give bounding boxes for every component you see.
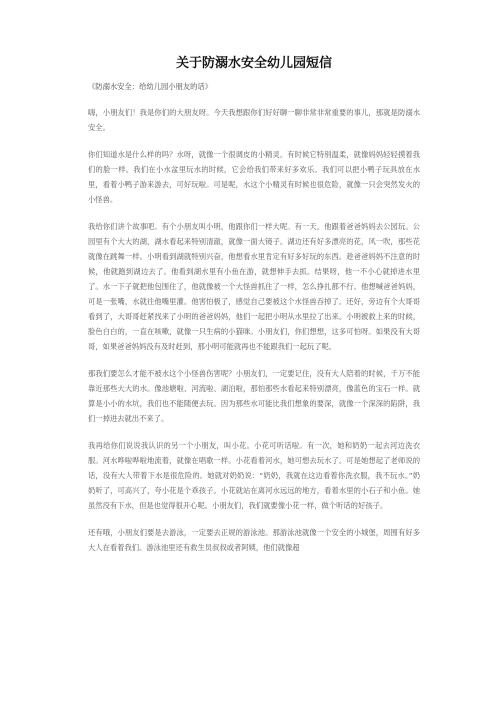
- paragraph-6: 还有哦，小朋友们要是去游泳，一定要去正规的游泳池。那游泳池就像一个安全的小城堡，周围有好多大人在看着我们。游泳池里还有救生员叔叔或者阿姨，他们就像超: [88, 528, 420, 552]
- paragraph-5: 我再给你们说说我认识的另一个小朋友，叫小花。小花可听话啦。有一次，她和奶奶一起去河边洗衣服。河水哗啦哗啦地流着，就像在唱歌一样。小花看着河水，她可想去玩水了。可是她想起了老师说的话，没有大人带着下水是很危险的。她就对奶奶说：“奶奶，我就在这边看着你洗衣服，我不玩水。”奶奶听了，可高兴了，夸小花是个乖孩子。小花就站在离河水远远的地方，看着水里的小石子和小鱼。她虽然没有下水，但是也觉得很开心呢。小朋友们，我们就要像小花一样，做个听话的好孩子。: [88, 441, 420, 510]
- paragraph-3: 我给你们讲个故事吧。有个小朋友叫小明，他跟你们一样大呢。有一天，他跟着爸爸妈妈去公园玩。公园里有个大大的湖，湖水看起来特别清澈，就像一面大镜子。湖边还有好多漂亮的花，风一吹，那些花就像在跳舞一样。小明看到湖就特别兴奋，他想看水里肯定有好多好玩的东西。趁爸爸妈妈不注意的时候，他就跑到湖边去了。他看到湖水里有小鱼在游，就想伸手去抓。结果呀，他一不小心就掉进水里了。水一下子就把他包围住了，他就像被一个大怪兽抓住了一样，怎么挣扎都不行。他想喊爸爸妈妈，可是一张嘴，水就往他嘴里灌。他害怕极了，感觉自己要被这个水怪兽吞掉了。还好，旁边有个大哥哥看到了，大哥哥赶紧找来了小明的爸爸妈妈，他们一起把小明从水里拉了出来。小明被救上来的时候，脸色白白的，一直在咳嗽，就像一只生病的小猫咪。小朋友们，你们想想，这多可怕呀。如果没有大哥哥，如果爸爸妈妈没有及时赶到，那小明可能就再也不能跟我们一起玩了呢。: [88, 222, 420, 351]
- paragraph-4: 那我们要怎么才能不被水这个小怪兽伤害呢？小朋友们，一定要记住，没有大人陪着的时候，千万不能靠近那些大大的水。像池塘啦、河流啦、湖泊啦，那怕那些水看起来特别漂亮，像蓝色的宝石一样。就算是小小的水坑，我们也不能随便去玩。因为那些水可能比我们想象的要深，就像一个深深的陷阱，我们一掉进去就出不来了。: [88, 369, 420, 423]
- document-subtitle: 《防溺水安全：给幼儿园小朋友的话》: [88, 82, 213, 91]
- paragraph-1: 嗨，小朋友们！我是你们的大朋友呀。今天我想跟你们好好聊一聊非常非常重要的事儿，那就是防溺水安全。: [88, 108, 420, 132]
- document-title: 关于防溺水安全幼儿园短信: [175, 56, 332, 71]
- paragraph-2: 你们知道水是什么样的吗？水呀，就像一个很调皮的小精灵。有时候它特别温柔，就像妈妈轻轻摸着我们的脸一样。我们在小水盆里玩水的时候，它会给我们带来好多欢乐。我们可以把小鸭子玩具放在水里，看着小鸭子游来游去，可好玩啦。可是呢，水这个小精灵有时候也很危险，就像一只会突然发火的小怪兽。: [88, 150, 420, 204]
